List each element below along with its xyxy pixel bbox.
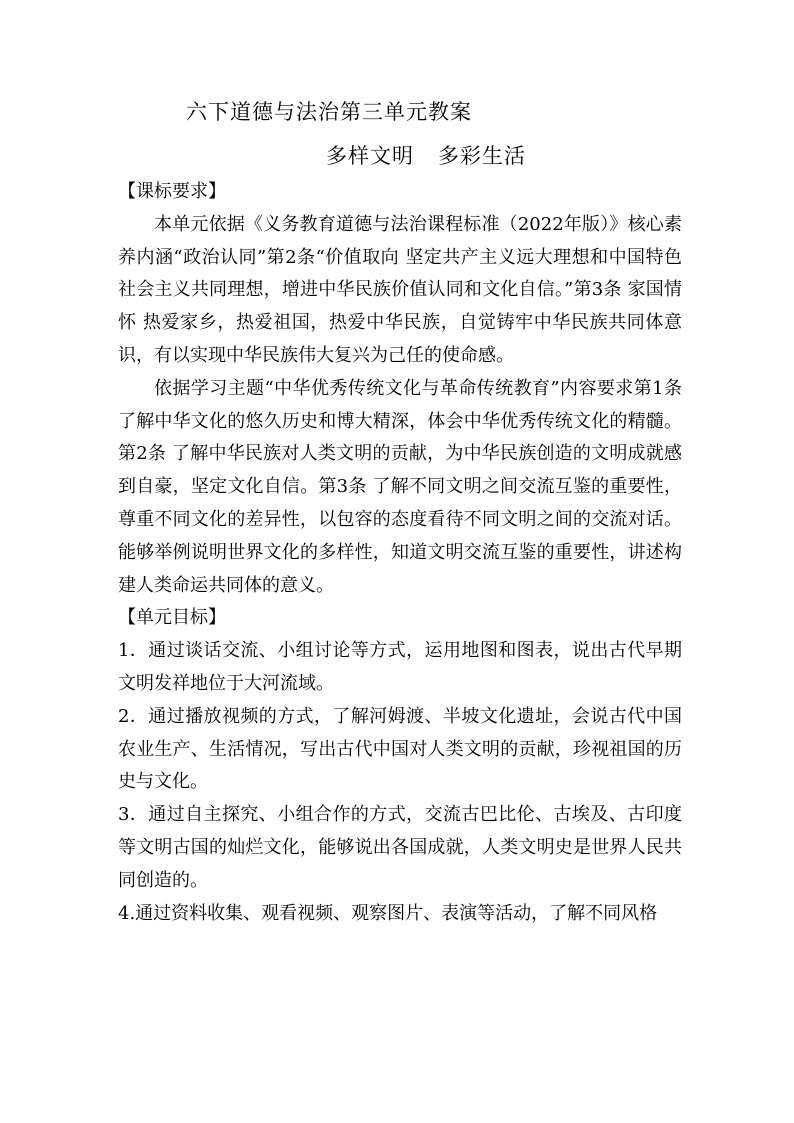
curriculum-paragraph-1: 本单元依据《义务教育道德与法治课程标准（2022年版）》核心素养内涵“政治认同”第2条“价值取向 坚定共产主义远大理想和中国特色社会主义共同理想，增进中华民族价值认同和文化自信。”第3条 家国情怀 热爱家乡，热爱祖国，热爱中华民族，自觉铸牢中华民族共同体意识，有以实现中华民族伟大复兴为己任的使命感。: [118, 213, 682, 366]
document-title: 六下道德与法治第三单元教案: [186, 100, 472, 124]
goals-heading: 【单元目标】: [118, 607, 226, 629]
document-body: [118, 176, 682, 930]
curriculum-heading: 【课标要求】: [118, 181, 226, 202]
goal-item-1: 1．通过谈话交流、小组讨论等方式，运用地图和图表，说出古代早期文明发祥地位于大河流域。: [118, 640, 682, 694]
curriculum-paragraph-2: 依据学习主题“中华优秀传统文化与革命传统教育”内容要求第1条 了解中华文化的悠久历史和博大精深，体会中华优秀传统文化的精髓。第2条 了解中华民族对人类文明的贡献，为中华民族创造的文明成就感到自豪，坚定文化自信。第3条 了解不同文明之间交流互鉴的重要性，尊重不同文化的差异性，以包容的态度看待不同文明之间的交流对话。能够举例说明世界文化的多样性，知道文明交流互鉴的重要性，讲述构建人类命运共同体的意义。: [118, 377, 682, 596]
subtitle-left: 多样文明: [326, 144, 414, 168]
goal-item-2: 2．通过播放视频的方式，了解河姆渡、半坡文化遗址，会说古代中国农业生产、生活情况，写出古代中国对人类文明的贡献，珍视祖国的历史与文化。: [118, 705, 682, 793]
goal-item-3: 3．通过自主探究、小组合作的方式，交流古巴比伦、古埃及、古印度等文明古国的灿烂文化，能够说出各国成就，人类文明史是世界人民共同创造的。: [118, 804, 682, 891]
goal-item-4: 4.通过资料收集、观看视频、观察图片、表演等活动，了解不同风格: [118, 902, 658, 924]
subtitle-right: 多彩生活: [438, 144, 526, 168]
document-subtitle: [326, 140, 526, 170]
